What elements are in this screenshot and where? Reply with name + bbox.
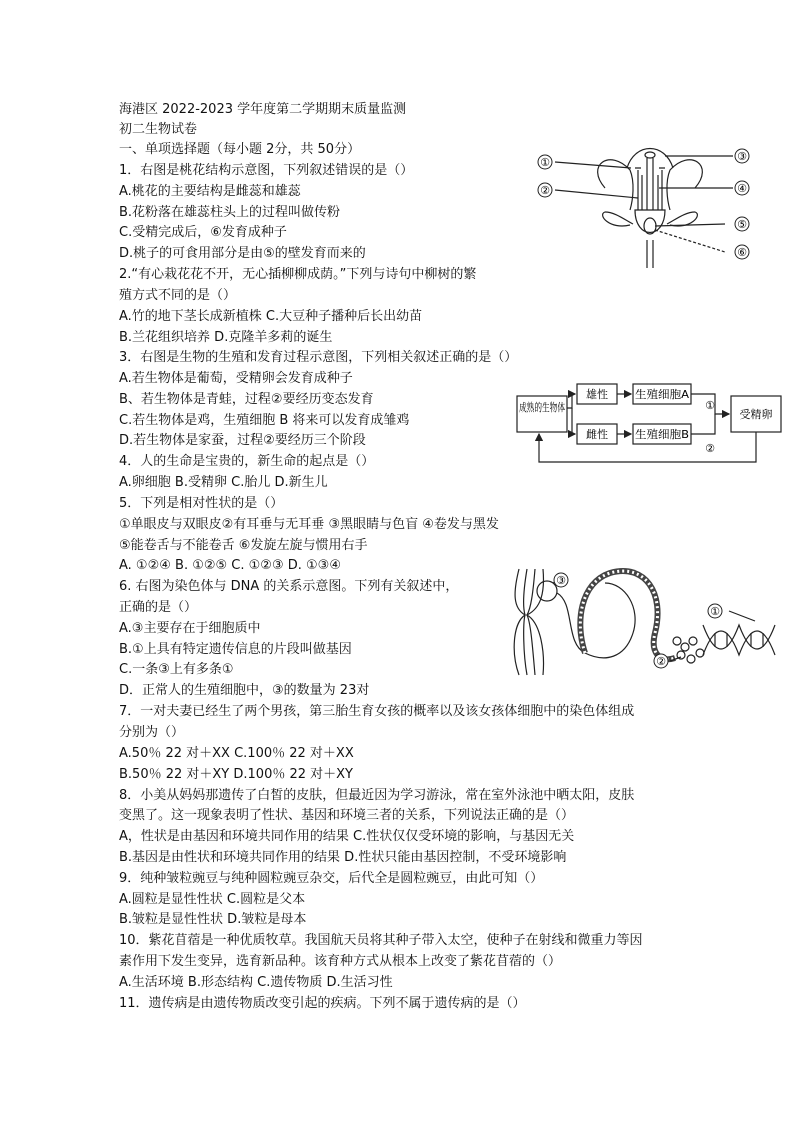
question-line: 5．下列是相对性状的是（）: [119, 496, 284, 511]
question-line: A.若生物体是葡萄，受精卵会发育成种子: [119, 371, 353, 386]
question-line: A.卵细胞 B.受精卵 C.胎儿 D.新生儿: [119, 475, 328, 490]
chromatid-left: [514, 569, 525, 675]
question-line: C.若生物体是鸡，生殖细胞 B 将来可以发育成雏鸡: [119, 413, 410, 428]
flower-label-6: ⑥: [737, 246, 747, 259]
question-line: B.皱粒是显性性状 D.皱粒是母本: [119, 912, 307, 927]
flower-label-1: ①: [540, 156, 550, 169]
question-line: C.受精完成后，⑥发育成种子: [119, 225, 287, 240]
question-line: 10．紫花苜蓿是一种优质牧草。我国航天员将其种子带入太空，使种子在射线和微重力等因: [119, 933, 643, 948]
exam-title: 海港区 2022-2023 学年度第二学期期末质量监测: [119, 102, 407, 117]
flower-label-5: ⑤: [737, 218, 747, 231]
question-line: C.一条③上有多条①: [119, 662, 234, 677]
question-line: A.③主要存在于细胞质中: [119, 621, 261, 636]
question-line: 正确的是（）: [119, 600, 198, 615]
leader-line-5: [655, 224, 725, 226]
question-line: D．正常人的生殖细胞中，③的数量为 23对: [119, 683, 370, 698]
chromosome-label-2: ②: [656, 655, 666, 668]
question-line: 分别为（）: [119, 725, 185, 740]
process-2-label: ②: [705, 442, 715, 455]
question-line: 1．右图是桃花结构示意图，下列叙述错误的是（）: [119, 163, 414, 178]
leader-line-6: [655, 230, 725, 252]
cell-a-label: 生殖细胞A: [635, 388, 687, 401]
question-line: 变黑了。这一现象表明了性状、基因和环境三者的关系，下列说法正确的是（）: [119, 808, 575, 823]
zygote-label: 受精卵: [739, 408, 773, 421]
question-line: B.基因是由性状和环境共同作用的结果 D.性状只能由基因控制，不受环境影响: [119, 850, 567, 865]
question-line: 2.“有心栽花花不开，无心插柳柳成荫。”下列与诗句中柳树的繁: [119, 267, 477, 282]
question-line: D.若生物体是家蚕，过程②要经历三个阶段: [119, 433, 366, 448]
reproduction-process-figure: [515, 378, 785, 468]
question-line: 11．遗传病是由遗传物质改变引起的疾病。下列不属于遗传病的是（）: [119, 996, 526, 1011]
question-line: 7．一对夫妻已经生了两个男孩，第三胎生育女孩的概率以及该女孩体细胞中的染色体组成: [119, 704, 635, 719]
question-line: A.桃花的主要结构是雌蕊和雄蕊: [119, 184, 301, 199]
chromosome-label-1: ①: [710, 605, 720, 618]
leader-line-1: [555, 162, 631, 168]
question-line: A，性状是由基因和环境共同作用的结果 C.性状仅仅受环境的影响，与基因无关: [119, 829, 575, 844]
question-line: ⑤能卷舌与不能卷舌 ⑥发旋左旋与惯用右手: [119, 538, 368, 553]
question-line: B.花粉落在雄蕊柱头上的过程叫做传粉: [119, 205, 341, 220]
question-line: B.兰花组织培养 D.克隆羊多莉的诞生: [119, 330, 333, 345]
section-heading: 一、单项选择题（每小题 2分，共 50分）: [119, 142, 361, 157]
question-line: 9．纯种皱粒豌豆与纯种圆粒豌豆杂交，后代全是圆粒豌豆，由此可知（）: [119, 871, 544, 886]
chromosome-label-3: ③: [556, 574, 566, 587]
question-line: 8．小美从妈妈那遗传了白皙的皮肤，但最近因为学习游泳，常在室外泳池中晒太阳，皮肤: [119, 788, 635, 803]
question-line: A.竹的地下茎长成新植株 C.大豆种子播种后长出幼苗: [119, 309, 423, 324]
flower-label-2: ②: [540, 184, 550, 197]
question-line: 4．人的生命是宝贵的，新生命的起点是（）: [119, 454, 375, 469]
question-line: 素作用下发生变异，选育新品种。该育种方式从根本上改变了紫花苜蓿的（）: [119, 954, 562, 969]
question-line: B.50％ 22 对＋XY D.100％ 22 对＋XY: [119, 767, 353, 782]
leader-line-1: [729, 611, 755, 621]
chromosome-dna-figure: [505, 563, 790, 681]
question-line: A. ①②④ B. ①②⑤ C. ①②③ D. ①③④: [119, 558, 341, 573]
peach-flower-figure: [535, 140, 760, 270]
leader-line-2: [555, 190, 638, 198]
question-line: D.桃子的可食用部分是由⑤的壁发育而来的: [119, 246, 366, 261]
question-line: A.生活环境 B.形态结构 C.遗传物质 D.生活习性: [119, 975, 393, 990]
question-line: 3．右图是生物的生殖和发育过程示意图，下列相关叙述正确的是（）: [119, 350, 518, 365]
female-label: 雌性: [586, 428, 608, 441]
exam-subtitle: 初二生物试卷: [119, 122, 198, 137]
question-line: A.圆粒是显性性状 C.圆粒是父本: [119, 892, 306, 907]
flower-label-4: ④: [737, 182, 747, 195]
question-line: 殖方式不同的是（）: [119, 288, 237, 303]
question-line: A.50％ 22 对＋XX C.100％ 22 对＋XX: [119, 746, 354, 761]
question-line: ①单眼皮与双眼皮②有耳垂与无耳垂 ③黑眼睛与色盲 ④卷发与黑发: [119, 517, 499, 532]
question-line: B、若生物体是青蛙，过程②要经历变态发育: [119, 392, 374, 407]
male-label: 雄性: [586, 388, 608, 401]
question-line: B.①上具有特定遗传信息的片段叫做基因: [119, 642, 352, 657]
question-line: 6. 右图为染色体与 DNA 的关系示意图。下列有关叙述中，: [119, 579, 459, 594]
cell-b-label: 生殖细胞B: [635, 428, 687, 441]
flower-label-3: ③: [737, 150, 747, 163]
process-1-label: ①: [705, 399, 715, 412]
organism-label: 成熟的生物体: [519, 401, 585, 414]
